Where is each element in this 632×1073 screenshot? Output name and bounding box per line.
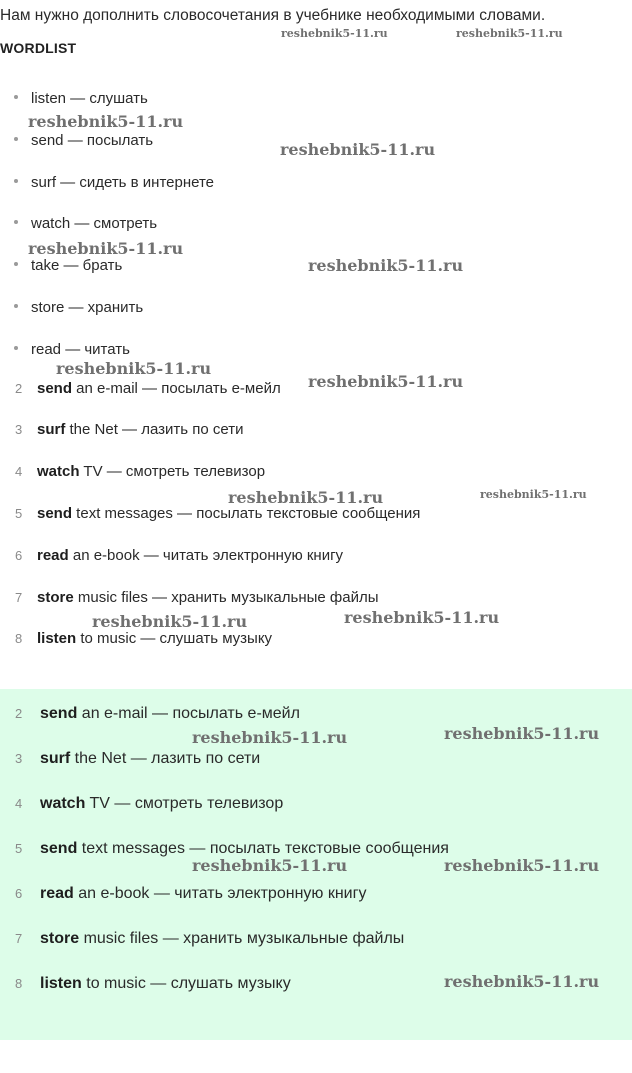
wordlist-item: send — посылать xyxy=(14,132,153,149)
answer-item: 5 send text messages — посылать текстовые сообщения xyxy=(15,840,449,857)
watermark: reshebnik5-11.ru xyxy=(280,140,436,159)
bullet-icon xyxy=(14,179,18,183)
wordlist-item: surf — сидеть в интернете xyxy=(14,174,214,191)
answer-item: 7 store music files — хранить музыкальные файлы xyxy=(15,930,405,947)
answer-item: 2 send an e-mail — посылать е-мейл xyxy=(15,705,300,722)
watermark: reshebnik5-11.ru xyxy=(56,359,212,378)
answer-box xyxy=(0,689,632,1040)
watermark: reshebnik5-11.ru xyxy=(228,488,384,507)
bullet-icon xyxy=(14,220,18,224)
exercise-item: 6 read an e-book — читать электронную книгу xyxy=(15,547,344,564)
bullet-icon xyxy=(14,346,18,350)
watermark: reshebnik5-11.ru xyxy=(444,724,600,743)
watermark: reshebnik5-11.ru xyxy=(480,488,587,501)
watermark: reshebnik5-11.ru xyxy=(28,239,184,258)
answer-item: 3 surf the Net — лазить по сети xyxy=(15,750,261,767)
wordlist-item: store — хранить xyxy=(14,299,143,316)
watermark: reshebnik5-11.ru xyxy=(444,972,600,991)
bullet-icon xyxy=(14,262,18,266)
watermark: reshebnik5-11.ru xyxy=(192,728,348,747)
answer-item: 8 listen to music — слушать музыку xyxy=(15,975,291,992)
wordlist-item: take — брать xyxy=(14,257,122,274)
exercise-item: 3 surf the Net — лазить по сети xyxy=(15,421,244,438)
watermark: reshebnik5-11.ru xyxy=(28,112,184,131)
watermark: reshebnik5-11.ru xyxy=(344,608,500,627)
wordlist-item: watch — смотреть xyxy=(14,215,157,232)
intro-text: Нам нужно дополнить словосочетания в учебнике необходимыми словами. xyxy=(0,7,546,24)
exercise-item: 8 listen to music — слушать музыку xyxy=(15,630,273,647)
watermark: reshebnik5-11.ru xyxy=(444,856,600,875)
watermark: reshebnik5-11.ru xyxy=(456,27,563,40)
watermark: reshebnik5-11.ru xyxy=(92,612,248,631)
exercise-item: 7 store music files — хранить музыкальные файлы xyxy=(15,589,379,606)
bullet-icon xyxy=(14,137,18,141)
watermark: reshebnik5-11.ru xyxy=(192,856,348,875)
wordlist-item: read — читать xyxy=(14,341,130,358)
watermark: reshebnik5-11.ru xyxy=(308,256,464,275)
wordlist-heading: WORDLIST xyxy=(0,40,77,56)
bullet-icon xyxy=(14,95,18,99)
exercise-item: 4 watch TV — смотреть телевизор xyxy=(15,463,266,480)
bullet-icon xyxy=(14,304,18,308)
answer-item: 4 watch TV — смотреть телевизор xyxy=(15,795,284,812)
watermark: reshebnik5-11.ru xyxy=(281,27,388,40)
exercise-item: 5 send text messages — посылать текстовые сообщения xyxy=(15,505,421,522)
watermark: reshebnik5-11.ru xyxy=(308,372,464,391)
exercise-item: 2 send an e-mail — посылать е-мейл xyxy=(15,380,281,397)
answer-item: 6 read an e-book — читать электронную книгу xyxy=(15,885,367,902)
wordlist-item: listen — слушать xyxy=(14,90,148,107)
